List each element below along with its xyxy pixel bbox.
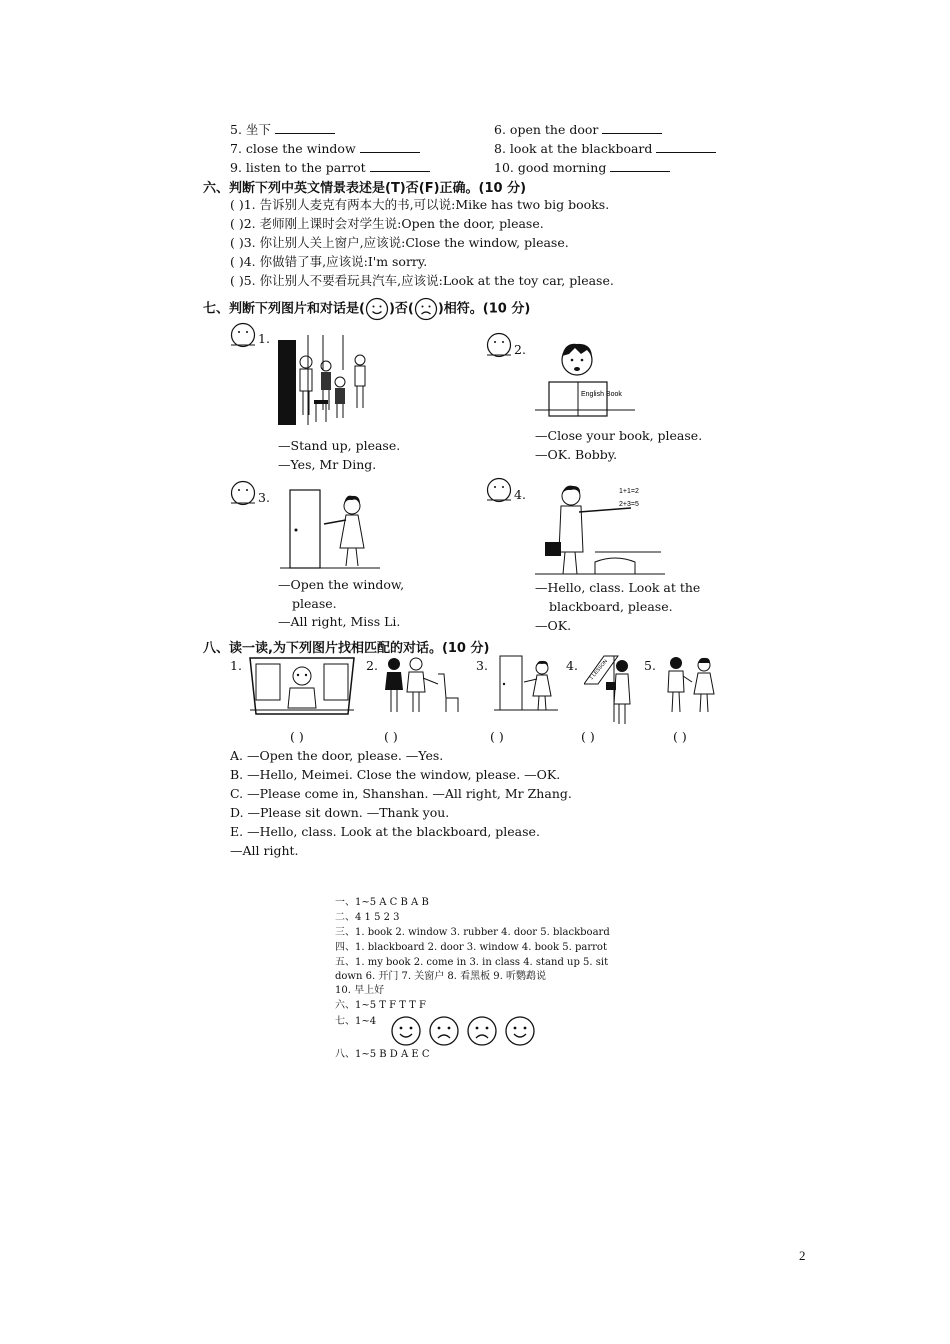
- item-9: 9. listen to the parrot: [230, 159, 430, 176]
- answer-blank: [275, 121, 335, 134]
- section8-option-c: C. —Please come in, Shanshan. —All right, Mr Zhang.: [230, 786, 572, 801]
- section8-bracket: ( ): [673, 729, 687, 744]
- section6-item-5: ( )5. 你让别人不要看玩具汽车,应该说:Look at the toy car, please.: [230, 273, 614, 288]
- section7-line: —Yes, Mr Ding.: [278, 457, 377, 472]
- section8-pic-num: 2.: [366, 658, 378, 673]
- answer-blank: [360, 140, 420, 153]
- answer-line: 五、1. my book 2. come in 3. in class 4. stand up 5. sit: [335, 957, 609, 968]
- sad-face-icon: [414, 297, 438, 321]
- section7-line: —OK.: [535, 618, 572, 633]
- blank-face-icon: [230, 322, 256, 348]
- item-7: 7. close the window: [230, 140, 420, 157]
- section7-num-2: 2.: [514, 342, 526, 357]
- item-6: 6. open the door: [494, 121, 662, 138]
- section8-option-e-reply: —All right.: [230, 843, 299, 858]
- svg-text:English Book: English Book: [581, 391, 622, 398]
- teacher-lesson-board-image: [584, 654, 634, 726]
- svg-text:1+1=2: 1+1=2: [619, 488, 639, 495]
- section8-option-e: E. —Hello, class. Look at the blackboard, please.: [230, 824, 540, 839]
- section8-bracket: ( ): [490, 729, 504, 744]
- answer-blank: [370, 159, 430, 172]
- answer-line: 10. 早上好: [335, 985, 385, 996]
- section6-item-4: ( )4. 你做错了事,应该说:I'm sorry.: [230, 254, 428, 269]
- two-people-talking-image: [660, 654, 720, 714]
- section8-pic-num: 5.: [644, 658, 656, 673]
- answer-seven-faces: [390, 1015, 536, 1051]
- section7-line: —Open the window,: [278, 577, 405, 592]
- section7-num-3: 3.: [258, 490, 270, 505]
- answer-line: 三、1. book 2. window 3. rubber 4. door 5. blackboard: [335, 927, 610, 938]
- girl-door-image: [494, 654, 558, 714]
- happy-face-icon: [365, 297, 389, 321]
- item-8: 8. look at the blackboard: [494, 140, 716, 157]
- answer-blank: [656, 140, 716, 153]
- section8-title: 八、读一读,为下列图片找相匹配的对话。(10 分): [203, 641, 490, 656]
- section7-num-1: 1.: [258, 331, 270, 346]
- section8-bracket: ( ): [290, 729, 304, 744]
- section7-line: —OK. Bobby.: [535, 447, 618, 462]
- happy-face-icon: [504, 1015, 536, 1047]
- window-figure-image: [248, 654, 356, 718]
- section7-line: —Hello, class. Look at the: [535, 580, 701, 595]
- sad-face-icon: [466, 1015, 498, 1047]
- section8-pic-num: 4.: [566, 658, 578, 673]
- answer-line: down 6. 开门 7. 关窗户 8. 看黑板 9. 听鹦鹉说: [335, 971, 547, 982]
- section7-line: please.: [292, 596, 337, 611]
- section7-num-4: 4.: [514, 487, 526, 502]
- happy-face-icon: [390, 1015, 422, 1047]
- answer-line: 二、4 1 5 2 3: [335, 912, 400, 923]
- section6-item-2: ( )2. 老师刚上课时会对学生说:Open the door, please.: [230, 216, 544, 231]
- answer-seven-label: 七、1~4: [335, 1016, 377, 1027]
- section6-title: 六、判断下列中英文情景表述是(T)否(F)正确。(10 分): [203, 181, 527, 196]
- blank-face-icon: [486, 477, 512, 503]
- sad-face-icon: [428, 1015, 460, 1047]
- blank-face-icon: [230, 480, 256, 506]
- page-number: 2: [799, 1248, 806, 1263]
- teacher-blackboard-image: [535, 482, 665, 578]
- section6-item-3: ( )3. 你让别人关上窗户,应该说:Close the window, please.: [230, 235, 569, 250]
- section8-option-d: D. —Please sit down. —Thank you.: [230, 805, 450, 820]
- section8-bracket: ( ): [581, 729, 595, 744]
- answer-line: 六、1~5 T F T T F: [335, 1000, 426, 1011]
- section7-line: —Close your book, please.: [535, 428, 703, 443]
- answer-blank: [602, 121, 662, 134]
- blank-face-icon: [486, 332, 512, 358]
- boy-reading-book-image: [535, 338, 635, 420]
- svg-text:2+3=5: 2+3=5: [619, 501, 639, 508]
- section8-option-b: B. —Hello, Meimei. Close the window, please. —OK.: [230, 767, 561, 782]
- answer-blank: [610, 159, 670, 172]
- section7-line: —All right, Miss Li.: [278, 614, 401, 629]
- section7-line: —Stand up, please.: [278, 438, 401, 453]
- svg-text:1 LESSON: 1 LESSON: [588, 658, 609, 682]
- children-chair-image: [382, 654, 460, 716]
- section8-pic-num: 1.: [230, 658, 242, 673]
- answer-line: 一、1~5 A C B A B: [335, 897, 429, 908]
- answer-eight: 八、1~5 B D A E C: [335, 1049, 430, 1060]
- section8-option-a: A. —Open the door, please. —Yes.: [230, 748, 444, 763]
- section8-bracket: ( ): [384, 729, 398, 744]
- girl-pointing-door-image: [280, 488, 380, 572]
- answer-line: 四、1. blackboard 2. door 3. window 4. book 5. parrot: [335, 942, 607, 953]
- section8-pic-num: 3.: [476, 658, 488, 673]
- classroom-students-image: [278, 330, 378, 430]
- section6-item-1: ( )1. 告诉别人麦克有两本大的书,可以说:Mike has two big books.: [230, 197, 610, 212]
- item-5: 5. 坐下: [230, 121, 335, 138]
- section7-title: 七、判断下列图片和对话是( )否( )相符。(10 分): [203, 297, 530, 321]
- item-10: 10. good morning: [494, 159, 670, 176]
- section7-line: blackboard, please.: [549, 599, 673, 614]
